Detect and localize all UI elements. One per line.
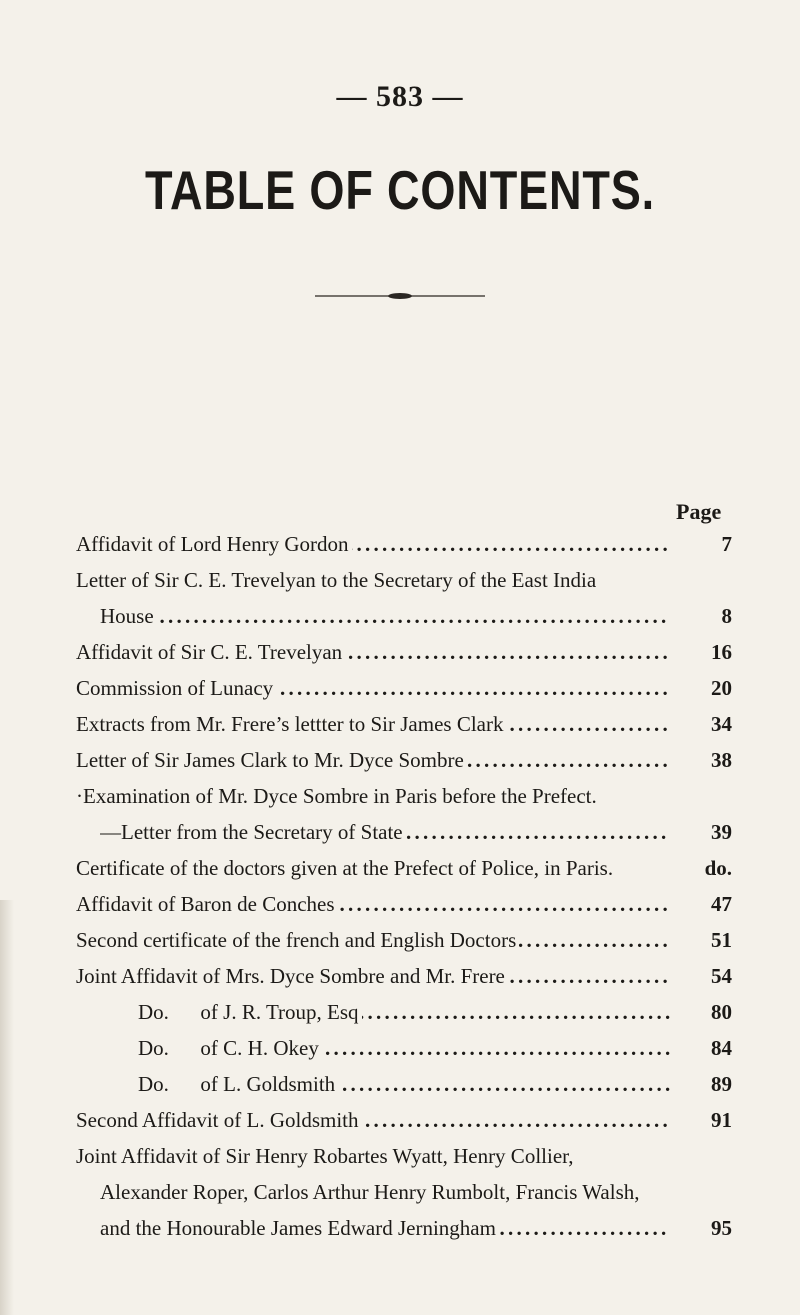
toc-entry-page: 7 — [721, 532, 732, 556]
toc-entry-text: Joint Affidavit of Sir Henry Robartes Wyatt, Henry Collier, — [76, 1144, 577, 1168]
toc-entry-text: —Letter from the Secretary of State — [100, 820, 406, 844]
toc-entry — [76, 958, 732, 994]
toc-entry-page: 95 — [711, 1216, 732, 1240]
toc-entry — [76, 1138, 732, 1174]
toc-entry-page: 91 — [711, 1108, 732, 1132]
toc-entry-text: Do. of J. R. Troup, Esq — [138, 1000, 362, 1024]
toc-entry — [76, 1030, 732, 1066]
toc-entry-text: Extracts from Mr. Frere’s lettter to Sir James Clark — [76, 712, 507, 736]
toc-entry — [76, 670, 732, 706]
page-number: — 583 — — [336, 80, 464, 113]
toc-entry — [76, 562, 732, 598]
toc-entry-text: Alexander Roper, Carlos Arthur Henry Rumbolt, Francis Walsh, — [100, 1180, 643, 1204]
toc-entry-page: 8 — [721, 604, 732, 628]
page-column-label: Page — [676, 499, 722, 524]
toc-entry-page: 38 — [711, 748, 732, 772]
toc-entry-page: 54 — [711, 964, 732, 988]
toc-entry-text: and the Honourable James Edward Jerningham — [100, 1216, 499, 1240]
page-title: TABLE OF CONTENTS. — [144, 159, 655, 221]
toc-entry — [76, 1102, 732, 1138]
toc-entry-page: 80 — [711, 1000, 732, 1024]
toc-entry — [76, 742, 732, 778]
toc-entry — [76, 922, 732, 958]
toc-entry-text: Affidavit of Lord Henry Gordon — [76, 532, 352, 556]
toc-entry-text: Do. of L. Goldsmith — [138, 1072, 338, 1096]
toc-entry — [76, 598, 732, 634]
toc-entry-text: Affidavit of Baron de Conches — [76, 892, 338, 916]
toc-entry-text: Letter of Sir C. E. Trevelyan to the Secretary of the East India — [76, 568, 599, 592]
toc-entry-text: Do. of C. H. Okey — [138, 1036, 322, 1060]
toc-entry-page: 47 — [711, 892, 732, 916]
toc-entry-page: 89 — [711, 1072, 732, 1096]
toc-entry — [76, 634, 732, 670]
toc-entry — [76, 706, 732, 742]
table-of-contents — [76, 526, 732, 1246]
toc-entry-page: 16 — [711, 640, 732, 664]
toc-entry — [76, 1210, 732, 1246]
toc-entry-text: Second Affidavit of L. Goldsmith — [76, 1108, 362, 1132]
toc-entry-page: 39 — [711, 820, 732, 844]
toc-entry-text: Second certificate of the french and English Doctors — [76, 928, 519, 952]
toc-entry — [76, 1174, 732, 1210]
toc-entry-text: ·Examination of Mr. Dyce Sombre in Paris before the Prefect. — [76, 784, 600, 808]
toc-entry — [76, 850, 732, 886]
toc-entry-text: House — [100, 604, 157, 628]
toc-entry-text: Joint Affidavit of Mrs. Dyce Sombre and Mr. Frere — [76, 964, 508, 988]
toc-entry-text: Letter of Sir James Clark to Mr. Dyce Sombre — [76, 748, 467, 772]
toc-entry-text: Certificate of the doctors given at the Prefect of Police, in Paris. — [76, 856, 616, 880]
toc-entry — [76, 994, 732, 1030]
toc-entry — [76, 526, 732, 562]
toc-entry-page: 84 — [711, 1036, 732, 1060]
toc-entry-page: 34 — [711, 712, 732, 736]
toc-entry-page: 20 — [711, 676, 732, 700]
toc-entry-page: do. — [704, 856, 732, 880]
toc-entry-text: Commission of Lunacy — [76, 676, 276, 700]
ornamental-divider — [300, 291, 500, 301]
toc-entry-page: 51 — [711, 928, 732, 952]
page-shadow — [0, 900, 14, 1315]
toc-entry — [76, 886, 732, 922]
toc-entry — [76, 814, 732, 850]
toc-entry — [76, 778, 732, 814]
toc-entry — [76, 1066, 732, 1102]
toc-entry-text: Affidavit of Sir C. E. Trevelyan — [76, 640, 345, 664]
